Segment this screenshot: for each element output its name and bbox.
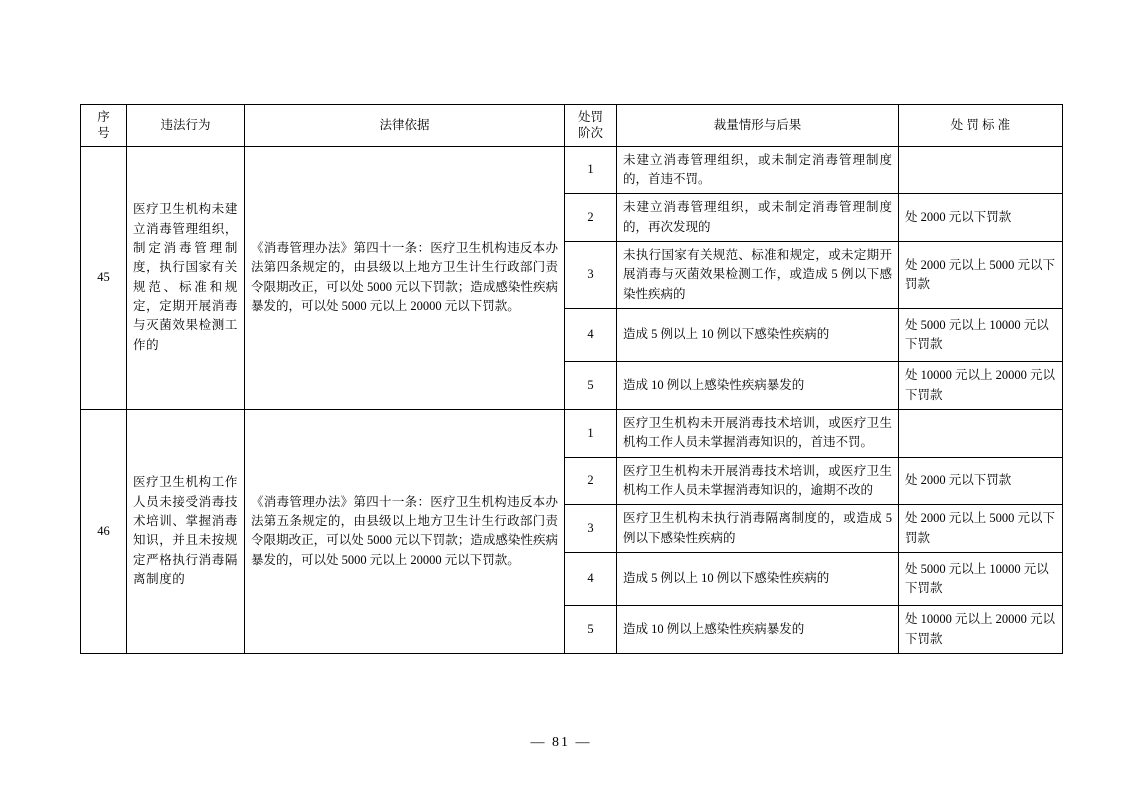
cell-penalty-step: 1	[565, 409, 617, 457]
header-cell-law: 法律依据	[245, 105, 565, 147]
cell-penalty-standard: 处 2000 元以上 5000 元以下罚款	[899, 242, 1063, 309]
cell-penalty-step: 5	[565, 362, 617, 410]
cell-penalty-step: 3	[565, 505, 617, 553]
cell-penalty-standard: 处 5000 元以上 10000 元以下罚款	[899, 309, 1063, 362]
page-number: — 81 —	[530, 735, 592, 750]
table-header	[81, 105, 1063, 147]
cell-case-circumstance: 未建立消毒管理组织，或未制定消毒管理制度的，首违不罚。	[617, 146, 899, 194]
cell-legal-basis: 《消毒管理办法》第四十一条：医疗卫生机构违反本办法第四条规定的，由县级以上地方卫生计生行政部门责令限期改正，可以处 5000 元以下罚款；造成感染性疾病暴发的，可以处 5000 元以上 20000 元以下罚款。	[245, 146, 565, 409]
discretion-table-container	[80, 104, 1056, 654]
cell-case-circumstance: 造成 10 例以上感染性疾病暴发的	[617, 606, 899, 654]
cell-penalty-standard	[899, 146, 1063, 194]
cell-legal-basis: 《消毒管理办法》第四十一条：医疗卫生机构违反本办法第五条规定的，由县级以上地方卫生计生行政部门责令限期改正，可以处 5000 元以下罚款；造成感染性疾病暴发的，可以处 5000 元以上 20000 元以下罚款。	[245, 409, 565, 653]
cell-penalty-step: 3	[565, 242, 617, 309]
cell-case-circumstance: 造成 5 例以上 10 例以下感染性疾病的	[617, 309, 899, 362]
cell-penalty-step: 4	[565, 309, 617, 362]
table-header-row	[81, 105, 1063, 147]
cell-penalty-standard: 处 10000 元以上 20000 元以下罚款	[899, 362, 1063, 410]
table-row	[81, 409, 1063, 457]
cell-penalty-standard: 处 10000 元以上 20000 元以下罚款	[899, 606, 1063, 654]
header-cell-no	[81, 105, 127, 147]
cell-case-circumstance: 未建立消毒管理组织，或未制定消毒管理制度的，再次发现的	[617, 194, 899, 242]
header-cell-penalty: 处 罚 标 准	[899, 105, 1063, 147]
cell-penalty-standard: 处 2000 元以上 5000 元以下罚款	[899, 505, 1063, 553]
cell-serial-number: 45	[81, 146, 127, 409]
cell-penalty-step: 2	[565, 194, 617, 242]
header-no-line1: 序	[97, 110, 110, 124]
cell-illegal-act: 医疗卫生机构工作人员未接受消毒技术培训、掌握消毒知识，并且未按规定严格执行消毒隔离制度的	[127, 409, 245, 653]
cell-case-circumstance: 造成 10 例以上感染性疾病暴发的	[617, 362, 899, 410]
discretion-table	[80, 104, 1063, 654]
cell-case-circumstance: 造成 5 例以上 10 例以下感染性疾病的	[617, 553, 899, 606]
cell-penalty-standard	[899, 409, 1063, 457]
cell-case-circumstance: 未执行国家有关规范、标准和规定，或未定期开展消毒与灭菌效果检测工作，或造成 5 例以下感染性疾病的	[617, 242, 899, 309]
header-step-line2: 阶次	[577, 126, 603, 141]
cell-case-circumstance: 医疗卫生机构未执行消毒隔离制度的，或造成 5 例以下感染性疾病的	[617, 505, 899, 553]
table-row	[81, 146, 1063, 194]
cell-penalty-step: 5	[565, 606, 617, 654]
header-cell-step	[565, 105, 617, 147]
table-body	[81, 146, 1063, 653]
cell-penalty-standard: 处 2000 元以下罚款	[899, 194, 1063, 242]
header-cell-act: 违法行为	[127, 105, 245, 147]
cell-illegal-act: 医疗卫生机构未建立消毒管理组织，制定消毒管理制度，执行国家有关规范、标准和规定，定期开展消毒与灭菌效果检测工作的	[127, 146, 245, 409]
header-cell-case: 裁量情形与后果	[617, 105, 899, 147]
cell-case-circumstance: 医疗卫生机构未开展消毒技术培训，或医疗卫生机构工作人员未掌握消毒知识的，逾期不改的	[617, 457, 899, 505]
cell-penalty-standard: 处 5000 元以上 10000 元以下罚款	[899, 553, 1063, 606]
cell-case-circumstance: 医疗卫生机构未开展消毒技术培训，或医疗卫生机构工作人员未掌握消毒知识的，首违不罚。	[617, 409, 899, 457]
cell-penalty-step: 2	[565, 457, 617, 505]
header-no-line2: 号	[97, 126, 110, 141]
cell-penalty-standard: 处 2000 元以下罚款	[899, 457, 1063, 505]
header-step-line1: 处罚	[577, 110, 603, 124]
cell-penalty-step: 4	[565, 553, 617, 606]
cell-penalty-step: 1	[565, 146, 617, 194]
cell-serial-number: 46	[81, 409, 127, 653]
